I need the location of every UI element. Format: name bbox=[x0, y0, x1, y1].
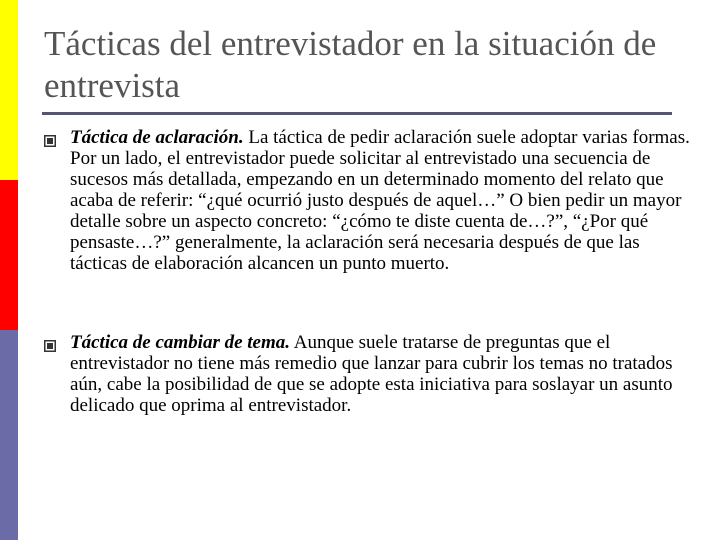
square-bullet-icon bbox=[44, 135, 56, 147]
side-bar-purple bbox=[0, 330, 18, 540]
square-bullet-icon bbox=[44, 340, 56, 352]
bullet-item-text: Aunque suele tratarse de preguntas que el entrevistador no tiene más remedio que lanzar para cubrir los temas no tratados aún, cabe la posibilidad de que se adopte esta iniciativa para soslayar un asunto delicado que oprima al entrevistador. bbox=[70, 332, 673, 416]
bullet-item-cambiar-tema bbox=[70, 332, 692, 416]
title-divider bbox=[42, 112, 672, 115]
slide-title: Tácticas del entrevistador en la situación de entrevista bbox=[44, 24, 657, 105]
bullet-item-term: Táctica de aclaración. bbox=[70, 127, 244, 148]
bullet-item-text: La táctica de pedir aclaración suele adoptar varias formas. Por un lado, el entrevistador puede solicitar al entrevistado una secuencia de sucesos más detallada, empezando en un determinado momento del relato que acaba de referir: “¿qué ocurrió justo después de aquel…” O bien pedir un mayor detalle sobre un aspecto concreto: “¿cómo te diste cuenta de…?”, “¿Por qué pensaste…?” generalmente, la aclaración será necesaria después de que las tácticas de elaboración alcancen un punto muerto. bbox=[70, 127, 690, 274]
bullet-item-term: Táctica de cambiar de tema. bbox=[70, 332, 291, 353]
side-bar-red bbox=[0, 180, 18, 330]
side-bar-yellow bbox=[0, 0, 18, 180]
bullet-item-aclaracion bbox=[70, 127, 692, 274]
